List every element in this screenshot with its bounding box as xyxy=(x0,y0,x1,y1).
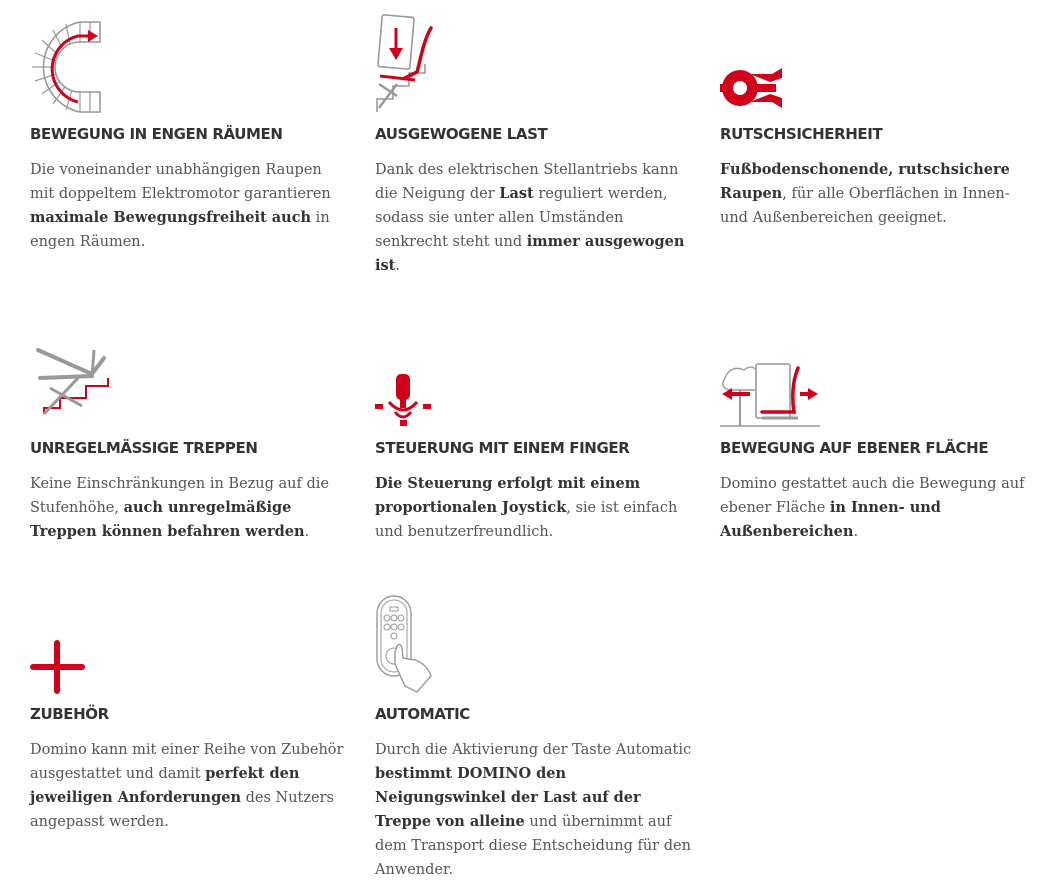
body-text: . xyxy=(853,524,859,540)
feature-title: ZUBEHÖR xyxy=(30,705,109,723)
body-text: reguliert werden, sodass sie unter allen Umständen senkrecht steht und xyxy=(375,186,668,250)
body-text: Dank des elektrischen Stellantriebs kann die Neigung der xyxy=(375,162,679,202)
balanced-load-icon xyxy=(375,14,440,114)
emphasis-text: Last xyxy=(499,185,534,202)
plus-icon xyxy=(30,640,86,694)
feature-title: UNREGELMÄSSIGE TREPPEN xyxy=(30,439,258,457)
body-text: Durch die Aktivierung der Taste Automatic xyxy=(375,742,692,758)
feature-title: RUTSCHSICHERHEIT xyxy=(720,125,883,143)
body-text: . xyxy=(395,258,400,274)
body-text: . xyxy=(304,524,310,540)
feature-description xyxy=(30,158,350,254)
feature-title: BEWEGUNG AUF EBENER FLÄCHE xyxy=(720,439,989,457)
feature-title: AUTOMATIC xyxy=(375,705,470,723)
feature-title: STEUERUNG MIT EINEM FINGER xyxy=(375,439,630,457)
emphasis-text: immer ausgewogen ist xyxy=(375,233,685,274)
body-text: , sie ist einfach und benutzerfreundlich. xyxy=(375,500,678,540)
feature-description xyxy=(30,472,350,544)
body-text: und übernimmt auf dem Transport diese Entscheidung für den Anwender. xyxy=(375,814,691,878)
spiral-staircase-icon xyxy=(30,20,105,115)
body-text: Domino gestattet auch die Bewegung auf ebener Fläche xyxy=(720,476,1025,516)
feature-description xyxy=(30,738,350,834)
non-slip-track-icon xyxy=(720,64,786,114)
remote-control-icon xyxy=(375,594,435,694)
joystick-icon xyxy=(375,372,433,428)
feature-description xyxy=(375,738,695,882)
emphasis-text: perfekt den jeweiligen Anforderungen xyxy=(30,765,300,806)
feature-description xyxy=(375,472,695,544)
emphasis-text: Fußbodenschonende, rutschsichere Raupen xyxy=(720,161,1010,202)
irregular-stairs-icon xyxy=(30,348,110,418)
flat-surface-icon xyxy=(720,360,822,428)
emphasis-text: auch unregelmäßige Treppen können befahren werden xyxy=(30,499,305,540)
emphasis-text: maximale Bewegungsfreiheit auch xyxy=(30,209,312,226)
feature-title: AUSGEWOGENE LAST xyxy=(375,125,548,143)
emphasis-text: bestimmt DOMINO den Neigungswinkel der Last auf der Treppe von alleine xyxy=(375,765,641,830)
body-text: des Nutzers angepasst werden. xyxy=(30,790,334,830)
feature-description xyxy=(720,472,1040,544)
body-text: in engen Räumen. xyxy=(30,210,330,250)
emphasis-text: Die Steuerung erfolgt mit einem proportionalen Joystick xyxy=(375,475,641,516)
feature-title: BEWEGUNG IN ENGEN RÄUMEN xyxy=(30,125,283,143)
feature-description xyxy=(720,158,1040,230)
feature-description xyxy=(375,158,695,278)
body-text: , für alle Oberflächen in Innen- und Außenbereichen geeignet. xyxy=(720,186,1010,226)
emphasis-text: in Innen- und Außenbereichen xyxy=(720,499,941,540)
body-text: Die voneinander unabhängigen Raupen mit doppeltem Elektromotor garantieren xyxy=(30,162,331,202)
body-text: Domino kann mit einer Reihe von Zubehör ausgestattet und damit xyxy=(30,742,344,782)
body-text: Keine Einschränkungen in Bezug auf die Stufenhöhe, xyxy=(30,476,329,516)
